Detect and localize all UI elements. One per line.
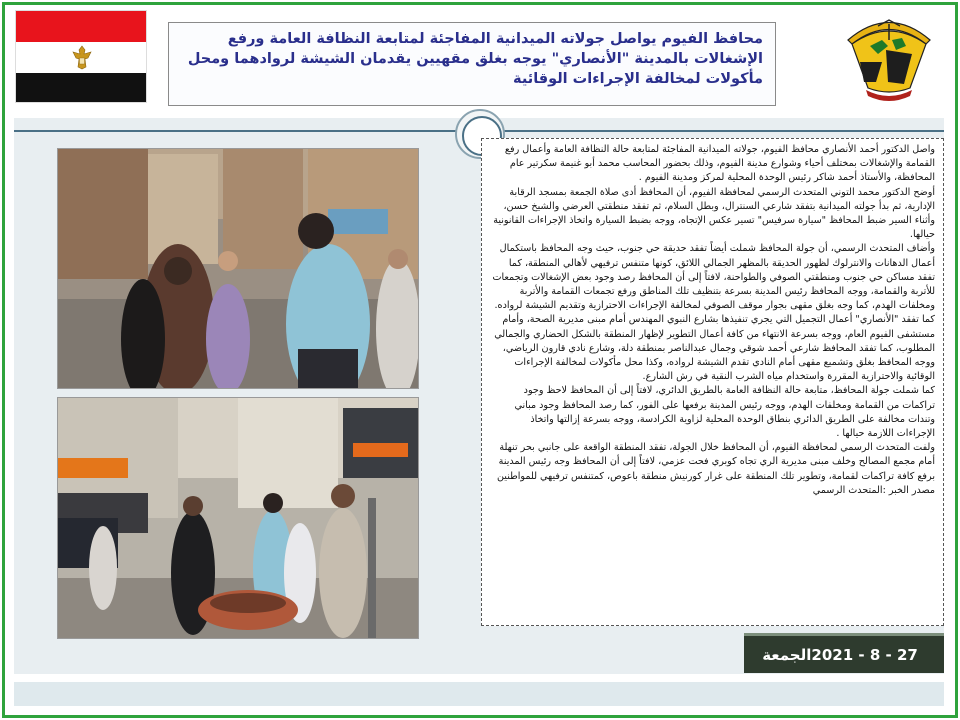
date-badge [744,633,944,673]
egypt-flag [15,10,147,103]
date-day: الجمعة [762,645,812,664]
photo-governor-with-resident [57,148,419,389]
article-paragraph: وأضاف المتحدث الرسمي، أن جولة المحافظ شملت أيضاً تفقد حديقة حي جنوب، حيث وجه المحافظ باستكمال أعمال الدهانات والانترلوك لظهور الحديقة بالمظهر الجمالي اللائق، كونها متنفس ترفيهي لأهالي المنطقة، كما تفقد مساكن حي جنوب ومنطقتي الصوفي والطواحنة، لافتاً إلى أن المحافظ رصد وجود بعض الإشغالات وتجمعات للأتربة والقمامة، ووجه المحافظ رئيس المدينة بسرعة بتنظيف تلك المناطق ورفع تجمعات القمامة والأتربة ومخلفات الهدم، كما وجه بغلق مقهى بجوار موقف الصوفي لمخالفة الإجراءات الاحترازية وتقديم الشيشة لرواده. [492,243,935,312]
article-paragraph: أوضح الدكتور محمد التوني المتحدث الرسمي لمحافظة الفيوم، أن المحافظ أدى صلاة الجمعة بمسجد الرقابة الإدارية، ثم بدأ جولته الميدانية بتفقد شارعي السنترال، وبطل السلام، ثم تفقد منطقتي العرضي والشيخ حسن، وأثناء السير ضبط المحافظ "سيارة سرفيس" تسير عكس الإتجاه، ووجه بضبط السيارة واتخاذ الإجراءات القانونية حيالها. [493,186,935,241]
flag-stripe-white [16,42,146,73]
flag-stripe-black [16,73,146,103]
photo-governor-inspection [57,397,419,639]
article-body [481,138,944,626]
article-source: مصدر الخبر :المتحدث الرسمي [812,484,935,496]
article-paragraph: ولفت المتحدث الرسمي لمحافظة الفيوم، أن المحافظ خلال الجولة، تفقد المنطقة الواقعة على جانبي بحر تنهلة أمام مجمع المصالح وخلف مبنى مديرية الري تجاه كوبري فحت عزمي، لافتاً إلى أن المحافظ وجه رئيس المدينة برفع كافة تراكمات لقمامة، وتطوير تلك المنطقة على غرار كورنيش منطقة باعوص، كمتنفس ترفيهي للمواطنين [497,442,935,482]
date-value: 27 - 8 - 2021 [811,645,918,664]
bottom-band [14,682,944,706]
eagle-icon [71,45,93,70]
article-paragraph: كما شملت جولة المحافظ، متابعة حالة النظافة العامة بالطريق الدائري، لافتاً إلى أن المحافظ لاحظ وجود تراكمات من القمامة ومخلفات الهدم، ووجه رئيس المدينة برفعها على الفور، كما رصد المحافظ وجود مباني وتندات مخالفة على الطريق الدائري بنطاق الوحدة المحلية لزاوية الكرادسة، ووجه بسرعة إزالتها واتخاذ الإجراءات اللازمة حيالها . [514,385,935,440]
headline-box [168,22,776,106]
article-paragraph: واصل الدكتور أحمد الأنصاري محافظ الفيوم، جولاته الميدانية المفاجئة لمتابعة حالة النظافة العامة وأعمال رفع القمامة والإشغالات بمختلف أحياء وشوارع مدينة الفيوم، وذلك بحضور المحاسب محمد أبو غنيمة سكرتير عام المحافظة، والأستاذ أحمد شاكر رئيس الوحدة المحلية لمركز ومدينة الفيوم . [504,144,935,184]
fayoum-governorate-logo [830,10,948,105]
flag-stripe-red [16,11,146,42]
headline: محافظ الفيوم يواصل جولاته الميدانية المفاجئة لمتابعة النظافة العامة ورفع الإشغالات بالمدينة "الأنصاري" يوجه بغلق مقهيين يقدمان الشيشة لروادهما ومحل مأكولات لمخالفة الإجراءات الوقائية [187,31,763,87]
article-paragraph: كما تفقد "الأنصاري" أعمال التجميل التي يجري تنفيذها بشارع النبوي المهندس أمام مبنى مديرية الصحة، وأمام مستشفى الفيوم العام، ووجه بسرعة الانتهاء من كافة أعمال التطوير لإظهار المنطقة بالشكل الحضاري والجمالي المطلوب، كما تفقد المحافظ شارعي أحمد شوقي وجمال عبدالناصر بمنطقة دلة، وشارع نادي قارون الرياضي، ووجه المحافظ بغلق وتشميع مقهى أمام النادي تقدم الشيشة لرواده، وكذا محل مأكولات لمخالفة الإجراءات الوقائية والاحترازية المقررة واستخدام مياه الشرب النقية في رش الشارع. [494,314,935,383]
